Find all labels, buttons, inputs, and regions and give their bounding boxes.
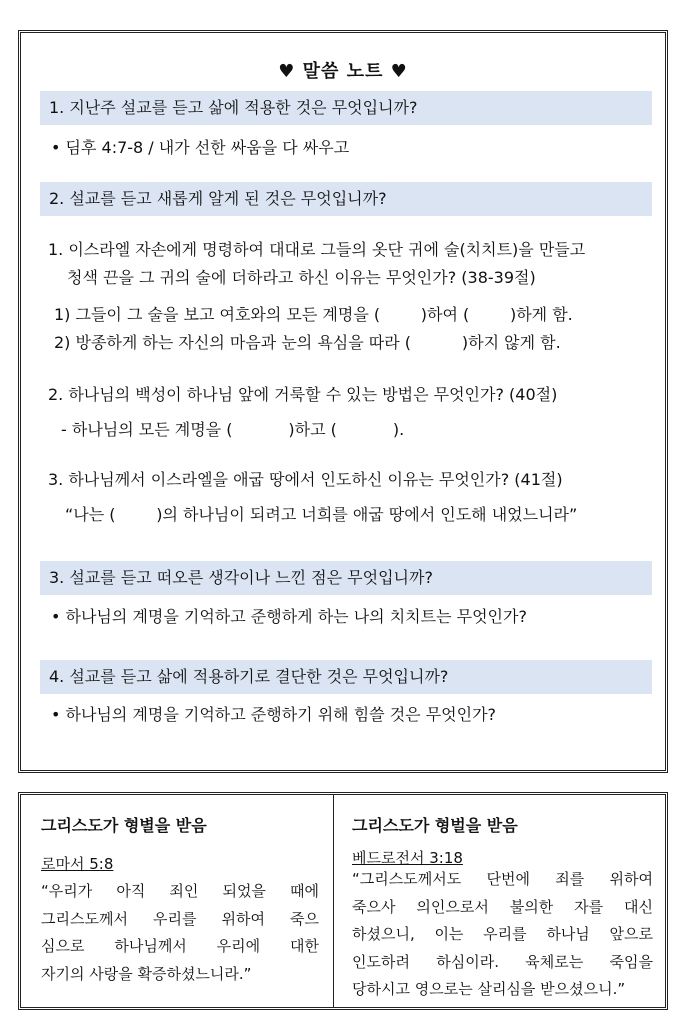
right-verse-line: 하셨으니, 이는 우리를 하나님 앞으로 <box>352 925 653 943</box>
right-verse-line: 인도하려 하심이라. 육체로는 죽임을 <box>352 952 653 971</box>
item-3-line-1: 3. 하나님께서 이스라엘을 애굽 땅에서 인도하신 이유는 무엇인가? (41절) <box>48 470 563 489</box>
scripture-right <box>334 795 665 1007</box>
left-verse-line: 심으로 하나님께서 우리에 대한 <box>41 937 319 955</box>
item-1-line-1: 1. 이스라엘 자손에게 명령하여 대대로 그들의 옷단 귀에 술(치치트)을 만들고 <box>48 240 586 259</box>
left-verse-line: “우리가 아직 죄인 되었을 때에 <box>41 882 319 900</box>
left-verse-line: 자기의 사랑을 확증하셨느니라.” <box>41 964 252 983</box>
question-1: 1. 지난주 설교를 듣고 삶에 적용한 것은 무엇입니까? <box>40 91 652 125</box>
answer-1: • 딤후 4:7-8 / 내가 선한 싸움을 다 싸우고 <box>51 138 350 157</box>
item-3-quote: “나는 ( )의 하나님이 되려고 너희를 애굽 땅에서 인도해 내었느니라” <box>65 505 578 524</box>
right-verse-line: “그리스도께서도 단번에 죄를 위하여 <box>352 870 653 888</box>
question-4: 4. 설교를 듣고 삶에 적용하기로 결단한 것은 무엇입니까? <box>40 660 652 694</box>
scripture-box <box>18 792 668 1010</box>
left-title: 그리스도가 형별을 받음 <box>41 816 207 835</box>
item-2-sub: - 하나님의 모든 계명을 ( )하고 ( ). <box>61 420 405 439</box>
scripture-left <box>21 795 334 1007</box>
right-title: 그리스도가 형벌을 받음 <box>352 816 518 835</box>
right-reference: 베드로전서 3:18 <box>352 849 463 867</box>
right-verse-line: 죽으사 의인으로서 불의한 자를 대신 <box>352 897 653 916</box>
item-2-line-1: 2. 하나님의 백성이 하나님 앞에 거룩할 수 있는 방법은 무엇인가? (40절) <box>48 385 558 404</box>
left-verse-line: 그리스도께서 우리를 위하여 죽으 <box>41 909 319 928</box>
answer-3: • 하나님의 계명을 기억하고 준행하게 하는 나의 치치트는 무엇인가? <box>51 607 527 626</box>
item-1-line-2: 청색 끈을 그 귀의 술에 더하라고 하신 이유는 무엇인가? (38-39절) <box>67 268 536 287</box>
left-reference: 로마서 5:8 <box>41 855 114 873</box>
item-1-sub-2: 2) 방종하게 하는 자신의 마음과 눈의 욕심을 따라 ( )하지 않게 함. <box>54 333 561 352</box>
page-title: ♥ 말씀 노트 ♥ <box>278 61 408 82</box>
right-verse <box>352 866 653 1004</box>
left-verse <box>41 878 319 988</box>
question-2: 2. 설교를 듣고 새롭게 알게 된 것은 무엇입니까? <box>40 182 652 216</box>
sermon-note-box <box>18 30 668 773</box>
question-3: 3. 설교를 듣고 떠오른 생각이나 느낀 점은 무엇입니까? <box>40 561 652 595</box>
answer-4: • 하나님의 계명을 기억하고 준행하기 위해 힘쓸 것은 무엇인가? <box>51 705 497 724</box>
right-verse-line: 당하시고 영으로는 살리심을 받으셨으니.” <box>352 980 626 998</box>
item-1-sub-1: 1) 그들이 그 술을 보고 여호와의 모든 계명을 ( )하여 ( )하게 함. <box>54 305 573 324</box>
